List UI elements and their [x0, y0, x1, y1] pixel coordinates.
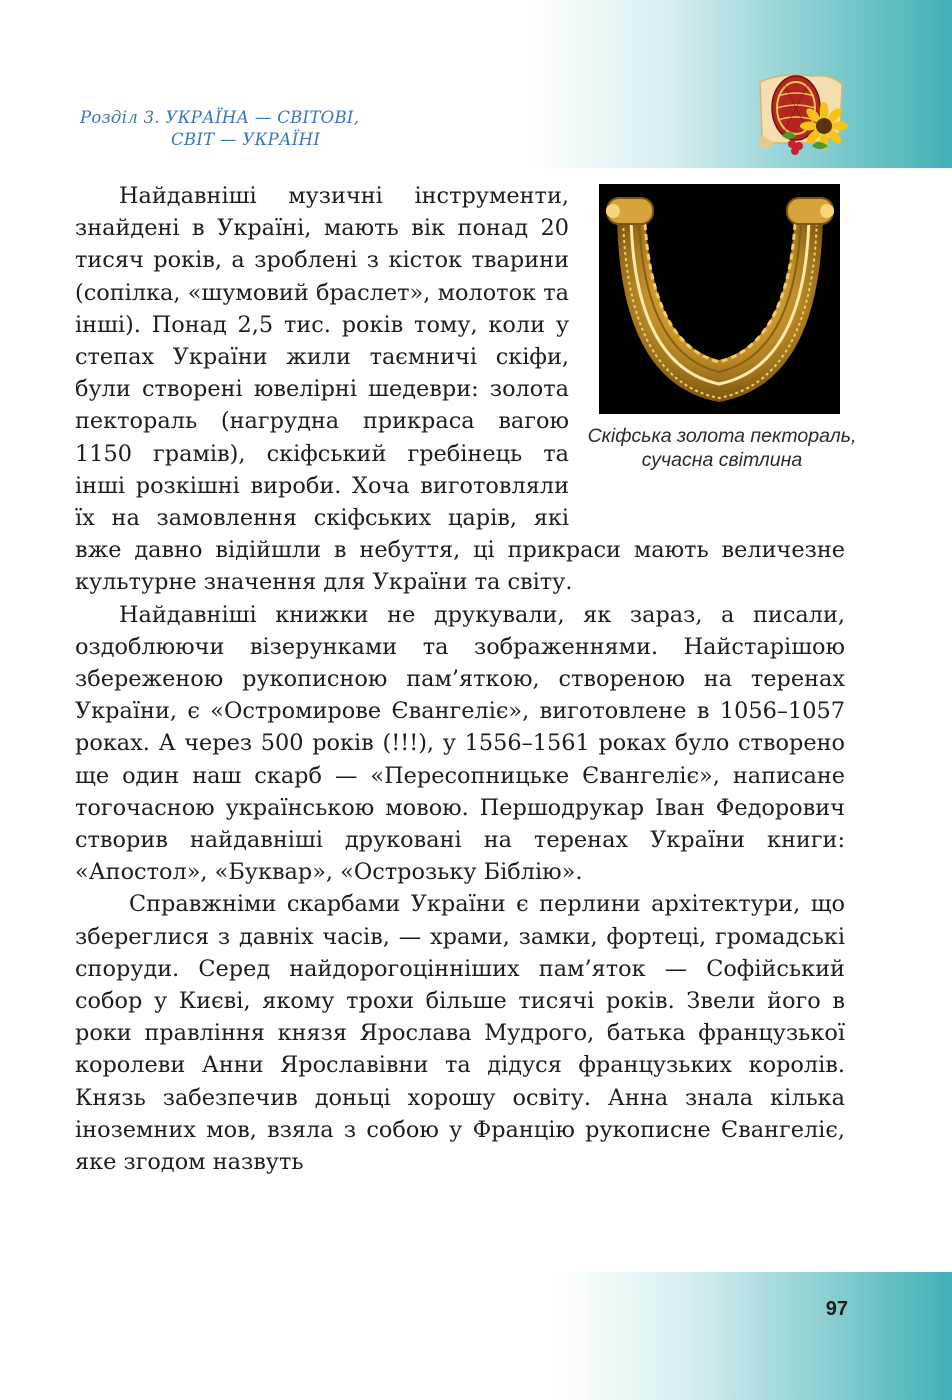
footer-decorative-band — [0, 1272, 952, 1400]
chapter-heading-line1: Розділ 3. УКРАЇНА — СВІТОВІ, — [80, 108, 360, 127]
chapter-heading — [80, 107, 480, 151]
paragraph-2: Найдавніші книжки не друкували, як зараз, а писали, оздоблюючи візерунками та зображеннями. Найстарішою збереженою рукописною пам’яткою, створеною на теренах України, є «Остромирове Євангеліє», виготовлене в 1056–1057 роках. А через 500 років (!!!), у 1556–1561 роках було створено ще один наш скарб — «Пересопницьке Євангеліє», написане тогочасною українською мовою. Першодрукар Іван Федорович створив найдавніші друковані на теренах України книги: «Апостол», «Буквар», «Острозьку Біблію». — [75, 601, 845, 886]
pysanka-sunflower-icon — [752, 62, 852, 162]
figure-caption: Скіфська золота пектораль, сучасна світлина — [587, 425, 857, 471]
main-text — [75, 180, 857, 1178]
paragraph-1: Найдавніші музичні інструменти, знайдені в Україні, мають вік понад 20 тисяч років, а зроблені з кісток тварини (сопілка, «шумовий браслет», молоток та інші). Понад 2,5 тис. років тому, коли у степах України жили таємничі скіфи, були створені ювелірні шедеври: золота пектораль (нагрудна прикраса вагою 1150 грамів), скіфський гребінець та інші розкішні вироби. Хоча виготовляли їх на замовлення скіфських царів, які вже давно відійшли в небуття, ці прикраси мають величезне культурне значення для України та світу. — [75, 183, 845, 596]
paragraph-3: Справжніми скарбами України є перлини архітектури, що збереглися з давніх часів, — храми, замки, фортеці, громадські споруди. Серед найдорогоцінніших пам’яток — Софійський собор у Києві, якому трохи більше тисячі років. Звели його в роки правління князя Ярослава Мудрого, батька французької королеви Анни Ярославівни та дідуся французьких королів. Князь забезпечив доньці хорошу освіту. Анна знала кілька іноземних мов, взяла з собою у Францію рукописне Євангеліє, яке згодом назвуть — [75, 891, 845, 1176]
chapter-heading-line2: СВІТ — УКРАЇНІ — [171, 130, 321, 149]
page-number: 97 — [825, 1298, 848, 1320]
scythian-pectoral-photo — [599, 184, 840, 414]
figure — [575, 180, 857, 527]
